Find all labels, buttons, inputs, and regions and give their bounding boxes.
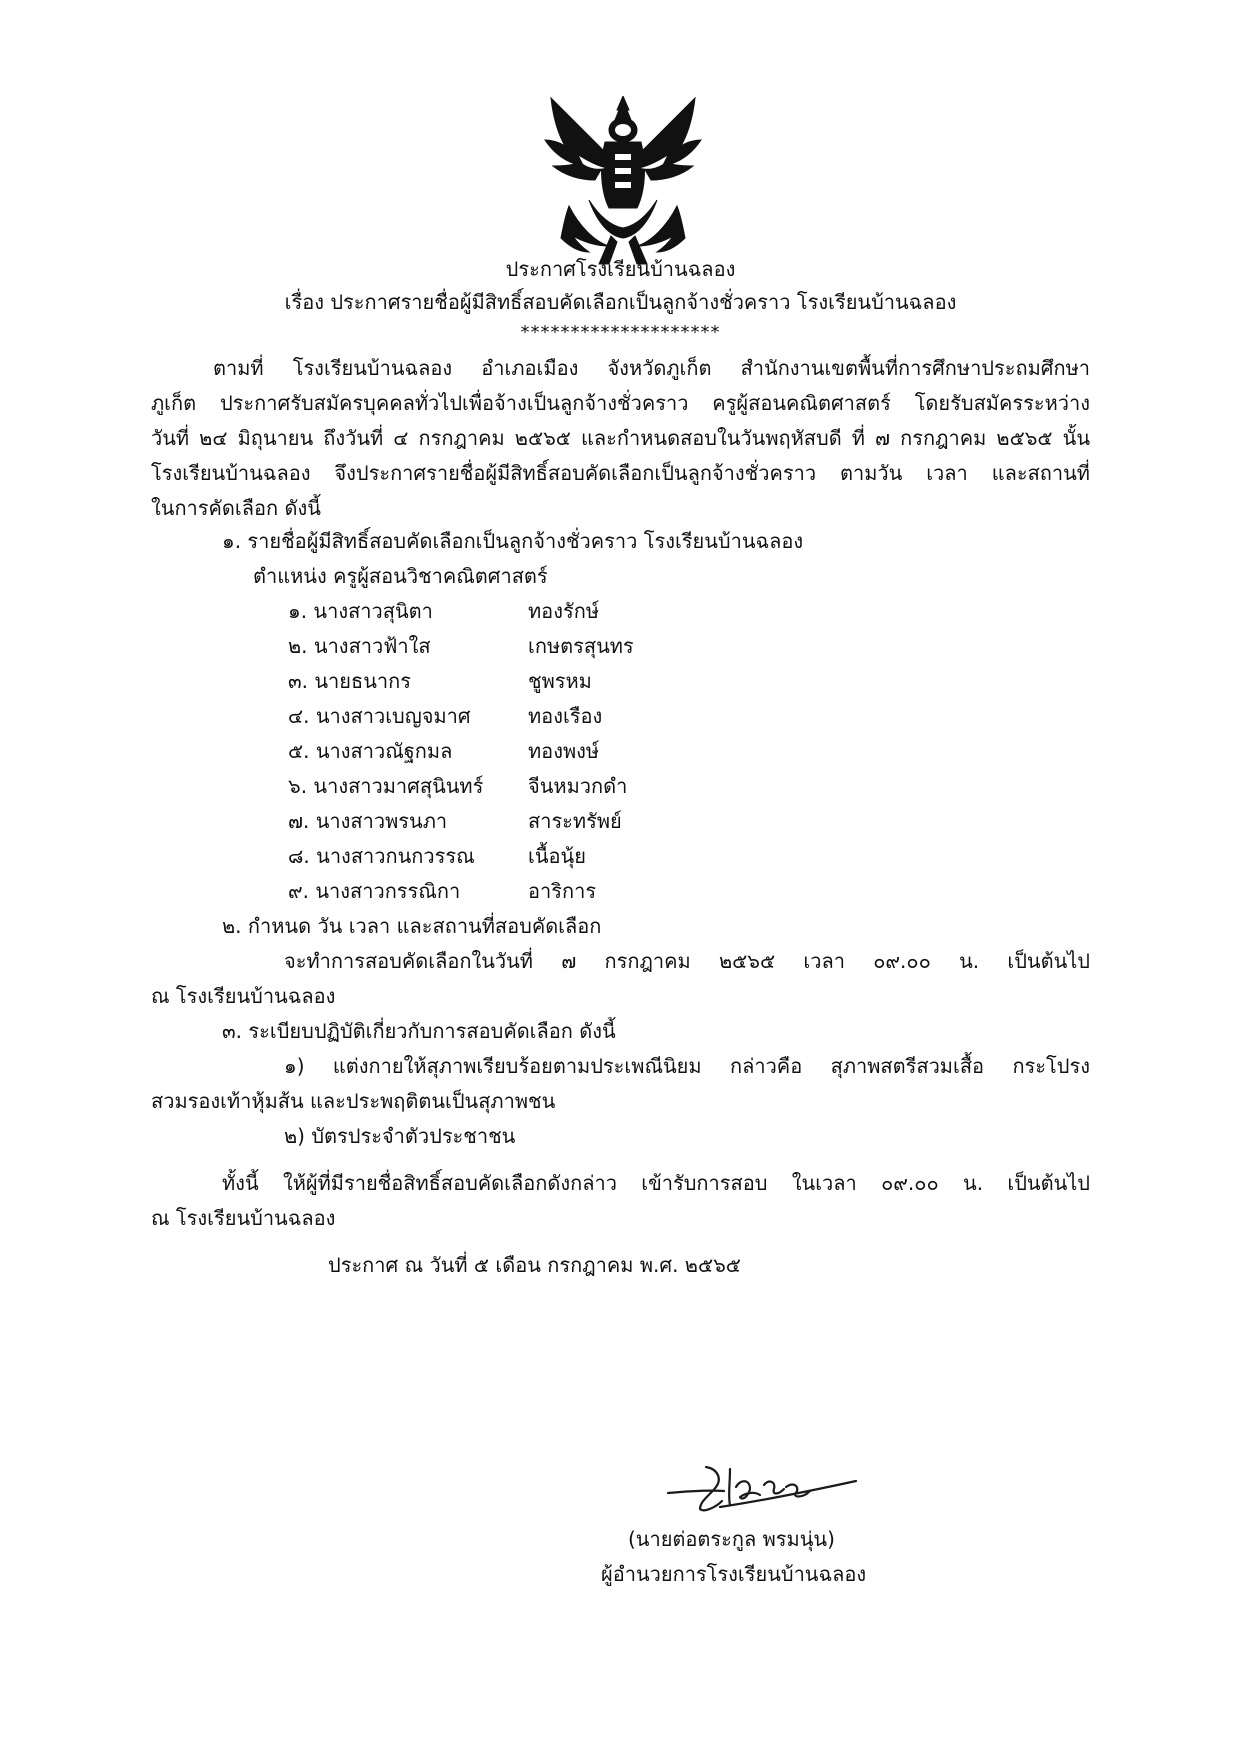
candidate-name: ๓. นายธนากร	[288, 669, 411, 693]
rule-item-line: ๒) บัตรประจำตัวประชาชน	[284, 1124, 516, 1148]
candidate-surname: ทองพงษ์	[528, 739, 600, 763]
announcement-title: ประกาศโรงเรียนบ้านฉลอง	[505, 257, 736, 281]
candidate-surname: ชูพรหม	[528, 669, 592, 693]
candidate-row	[0, 666, 1241, 696]
candidate-surname: จีนหมวกดำ	[528, 774, 628, 798]
candidate-row	[0, 701, 1241, 731]
exam-venue-line: ณ โรงเรียนบ้านฉลอง	[151, 984, 336, 1008]
candidate-name: ๘. นางสาวกนกวรรณ	[288, 844, 475, 868]
candidate-surname: เกษตรสุนทร	[528, 634, 634, 658]
candidate-name: ๖. นางสาวมาศสุนินทร์	[288, 774, 484, 798]
candidate-row	[0, 736, 1241, 766]
candidate-surname: สาระทรัพย์	[528, 809, 622, 833]
candidate-name: ๙. นางสาวกรรณิกา	[288, 879, 461, 903]
candidate-name: ๕. นางสาวณัฐกมล	[288, 739, 453, 763]
intro-line: โรงเรียนบ้านฉลอง จึงประกาศรายชื่อผู้มีสิทธิ์สอบคัดเลือกเป็นลูกจ้างชั่วคราว ตามวัน เวลา และสถานที่	[151, 461, 1090, 485]
intro-line: ตามที่ โรงเรียนบ้านฉลอง อำเภอเมือง จังหวัดภูเก็ต สำนักงานเขตพื้นที่การศึกษาประถมศึกษา	[213, 356, 1090, 380]
handwritten-signature-icon	[660, 1457, 860, 1527]
candidate-surname: ทองรักษ์	[528, 599, 599, 623]
section3-heading: ๓. ระเบียบปฏิบัติเกี่ยวกับการสอบคัดเลือก ดังนี้	[222, 1019, 616, 1043]
candidate-row	[0, 806, 1241, 836]
candidate-row	[0, 631, 1241, 661]
intro-line: ในการคัดเลือก ดังนี้	[151, 496, 321, 520]
closing-line: ณ โรงเรียนบ้านฉลอง	[151, 1206, 336, 1230]
candidate-name: ๑. นางสาวสุนิตา	[288, 599, 433, 623]
candidate-row	[0, 841, 1241, 871]
candidate-surname: ทองเรือง	[528, 704, 603, 728]
intro-line: ภูเก็ต ประกาศรับสมัครบุคคลทั่วไปเพื่อจ้างเป็นลูกจ้างชั่วคราว ครูผู้สอนคณิตศาสตร์ โดยรับสมัครระหว่าง	[151, 391, 1090, 415]
candidate-surname: อาริการ	[528, 879, 597, 903]
announcement-subject: เรื่อง ประกาศรายชื่อผู้มีสิทธิ์สอบคัดเลือกเป็นลูกจ้างชั่วคราว โรงเรียนบ้านฉลอง	[284, 290, 957, 314]
candidate-name: ๗. นางสาวพรนภา	[288, 809, 448, 833]
section2-heading: ๒. กำหนด วัน เวลา และสถานที่สอบคัดเลือก	[222, 914, 602, 938]
closing-line: ทั้งนี้ ให้ผู้ที่มีรายชื่อสิทธิ์สอบคัดเลือกดังกล่าว เข้ารับการสอบ ในเวลา ๐๙.๐๐ น. เป็นต้นไป	[222, 1171, 1090, 1195]
announcement-date: ประกาศ ณ วันที่ ๕ เดือน กรกฎาคม พ.ศ. ๒๕๖๕	[328, 1253, 741, 1277]
intro-line: วันที่ ๒๔ มิถุนายน ถึงวันที่ ๔ กรกฎาคม ๒๕๖๕ และกำหนดสอบในวันพฤหัสบดี ที่ ๗ กรกฎาคม ๒๕๖๕ นั้น	[151, 426, 1090, 450]
candidate-name: ๔. นางสาวเบญจมาศ	[288, 704, 471, 728]
position-label: ตำแหน่ง ครูผู้สอนวิชาคณิตศาสตร์	[253, 564, 548, 588]
separator-stars: ********************	[520, 322, 721, 343]
candidate-surname: เนื้อนุ้ย	[528, 844, 586, 868]
candidate-row	[0, 771, 1241, 801]
candidate-row	[0, 876, 1241, 906]
signatory-name: (นายต่อตระกูล พรมนุ่น)	[628, 1527, 835, 1551]
rule-item-line: ๑) แต่งกายให้สุภาพเรียบร้อยตามประเพณีนิยม กล่าวคือ สุภาพสตรีสวมเสื้อ กระโปรง	[284, 1054, 1090, 1078]
candidate-row	[0, 596, 1241, 626]
candidate-name: ๒. นางสาวฟ้าใส	[288, 634, 431, 658]
signatory-title: ผู้อำนวยการโรงเรียนบ้านฉลอง	[601, 1562, 867, 1586]
section1-heading: ๑. รายชื่อผู้มีสิทธิ์สอบคัดเลือกเป็นลูกจ้างชั่วคราว โรงเรียนบ้านฉลอง	[222, 529, 804, 553]
garuda-emblem-icon	[539, 96, 707, 266]
exam-schedule-line: จะทำการสอบคัดเลือกในวันที่ ๗ กรกฎาคม ๒๕๖๕ เวลา ๐๙.๐๐ น. เป็นต้นไป	[284, 949, 1090, 973]
rule-item-line: สวมรองเท้าหุ้มส้น และประพฤติตนเป็นสุภาพชน	[151, 1089, 556, 1113]
